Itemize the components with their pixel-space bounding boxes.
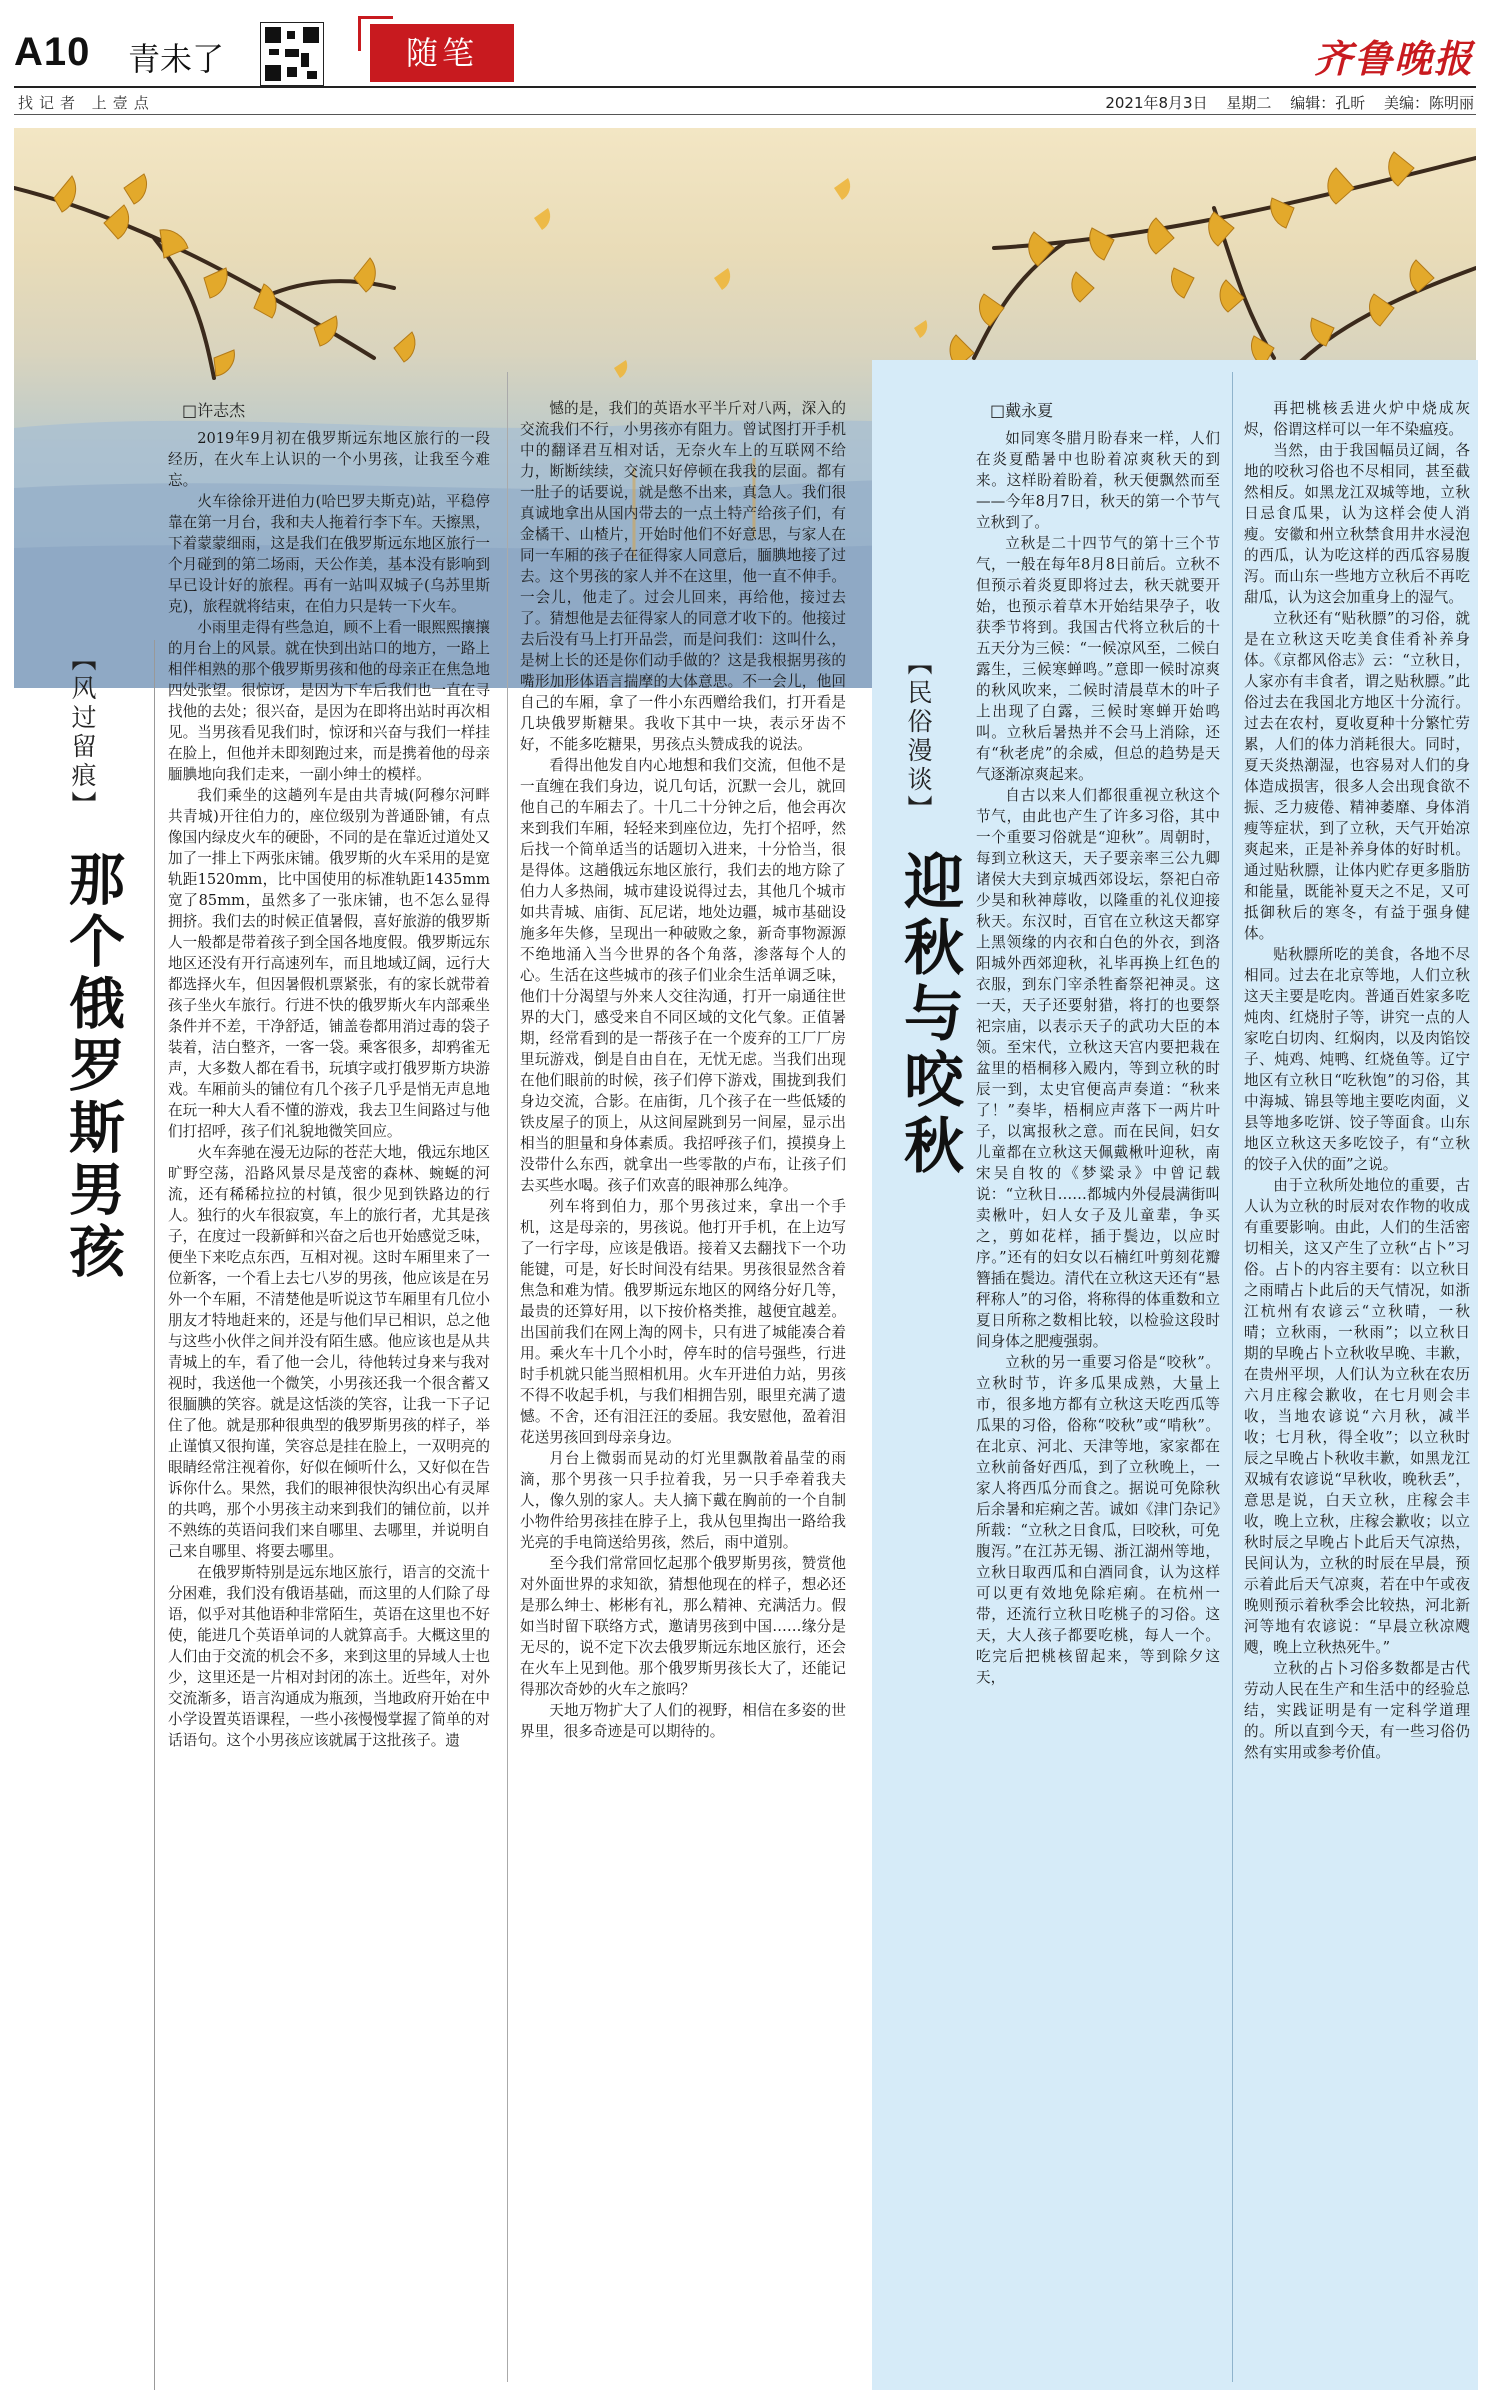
page-number: A10 — [14, 30, 91, 74]
body-paragraph: 当然，由于我国幅员辽阔，各地的咬秋习俗也不尽相同，甚至截然相反。如黑龙江双城等地，立秋日忌食瓜果，认为这样会使人消瘦。安徽和州立秋禁食用井水浸泡的西瓜，认为吃这样的西瓜容易腹泻。而山东一些地方立秋后不再吃甜瓜，认为这会加重身上的湿气。 — [1244, 442, 1470, 606]
body-paragraph: 贴秋膘所吃的美食，各地不尽相同。过去在北京等地，人们立秋这天主要是吃肉。普通百姓家多吃炖肉、红烧肘子等，讲究一点的人家吃白切肉、红焖肉，以及肉馅饺子、炖鸡、炖鸭、红烧鱼等。辽宁地区有立秋日“吃秋饱”的习俗，其中海城、锦县等地主要吃肉面，义县等地多吃饼、饺子等面食。山东地区立秋这天多吃饺子，有“立秋的饺子入伏的面”之说。 — [1244, 946, 1470, 1173]
header-subrule — [14, 114, 1476, 115]
article1-column-2 — [520, 398, 846, 2378]
column-divider — [507, 372, 508, 2382]
section-name: 青未了 — [128, 40, 225, 78]
body-paragraph: 自古以来人们都很重视立秋这个节气，由此也产生了许多习俗，其中一个重要习俗就是“迎秋”。周朝时，每到立秋这天，天子要亲率三公九卿诸侯大夫到京城西郊设坛，祭祀白帝少昊和秋神蓐收，以隆重的礼仪迎接秋天。东汉时，百官在立秋这天都穿上黑领缘的内衣和白色的外衣，到洛阳城外西郊迎秋，礼毕再换上红色的衣服，到东门宰杀牲畜祭祀神灵。这一天，天子还要射猎，将打的也要祭祀宗庙，以表示天子的武功大臣的本领。至宋代，立秋这天宫内要把栽在盆里的梧桐移入殿内，等到立秋的时辰一到，太史官便高声奏道：“秋来了！”奏毕，梧桐应声落下一两片叶子，以寓报秋之意。而在民间，妇女儿童都在立秋这天佩戴楸叶迎秋，南宋吴自牧的《梦粱录》中曾记载说：“立秋日……都城内外侵晨满街叫卖楸叶，妇人女子及儿童辈，争买之，剪如花样，插于鬓边，以应时序。”还有的妇女以石楠红叶剪刻花瓣簪插在鬓边。清代在立秋这天还有“悬秤称人”的习俗，将称得的体重数和立夏日所称之数相比较，以检验这段时间身体之肥瘦强弱。 — [976, 787, 1220, 1350]
qr-code-icon[interactable] — [260, 22, 324, 86]
article1-column-1 — [168, 428, 490, 2378]
article1-title: 那个俄罗斯男孩 — [60, 850, 125, 1284]
body-paragraph: 我们乘坐的这趟列车是由共青城(阿穆尔河畔共青城)开往伯力的，座位级别为普通卧铺，有点像国内绿皮火车的硬卧，不同的是在靠近过道处又加了一排上下两张床铺。俄罗斯的火车采用的是宽轨距1520mm，比中国使用的标准轨距1435mm宽了85mm，虽然多了一张床铺，也不怎么显得拥挤。我们去的时候正值暑假，喜好旅游的俄罗斯人一般都是带着孩子到全国各地度假。俄罗斯远东地区还没有开行高速列车，而且地域辽阔，远行大都选择火车，但因暑假机票紧张，有的家长就带着孩子坐火车旅行。行进不快的俄罗斯火车内部乘坐条件并不差，干净舒适，铺盖卷都用消过毒的袋子装着，洁白整齐，一客一袋。乘客很多，却鸦雀无声，大多数人都在看书，玩填字或打俄罗斯方块游戏。车厢前头的铺位有几个孩子几乎是悄无声息地在玩一种大人看不懂的游戏，我去卫生间路过与他们打招呼，孩子们礼貌地微笑回应。 — [168, 787, 490, 1140]
body-paragraph: 立秋的占卜习俗多数都是古代劳动人民在生产和生活中的经验总结，实践证明是有一定科学道理的。所以直到今天，有一些习俗仍然有实用或参考价值。 — [1244, 1660, 1470, 1761]
issue-meta — [1091, 92, 1474, 113]
body-paragraph: 如同寒冬腊月盼春来一样，人们在炎夏酷暑中也盼着凉爽秋天的到来。这样盼着盼着，秋天便飘然而至——今年8月7日，秋天的第一个节气立秋到了。 — [976, 430, 1220, 531]
article1-author: □许志杰 — [182, 401, 246, 420]
article2-column-2 — [1244, 398, 1470, 2378]
body-paragraph: 至今我们常常回忆起那个俄罗斯男孩，赞赏他对外面世界的求知欲，猜想他现在的样子，想必还是那么绅士、彬彬有礼，那么精神、充满活力。假如当时留下联络方式，邀请男孩到中国……缘分是无尽的，说不定下次去俄罗斯远东地区旅行，还会在火车上见到他。那个俄罗斯男孩长大了，还能记得那次奇妙的火车之旅吗？ — [520, 1555, 846, 1698]
body-paragraph: 在俄罗斯特别是远东地区旅行，语言的交流十分困难，我们没有俄语基础，而这里的人们除了母语，似乎对其他语种非常陌生，英语在这里也不好使，能进几个英语单词的人就算高手。大概这里的人们由于交流的机会不多，来到这里的异域人士也少，这里还是一片相对封闭的冻土。近些年，对外交流渐多，语言沟通成为瓶颈，当地政府开始在中小学设置英语课程，一些小孩慢慢掌握了简单的对话语句。这个小男孩应该就属于这批孩子。遗 — [168, 1564, 490, 1749]
body-paragraph: 由于立秋所处地位的重要，古人认为立秋的时辰对农作物的收成有重要影响。由此，人们的生活密切相关，这又产生了立秋“占卜”习俗。占卜的内容主要有：以立秋日之雨晴占卜此后的天气情况，如浙江杭州有农谚云“立秋晴，一秋晴；立秋雨，一秋雨”；以立秋日期的早晚占卜立秋收早晚、丰歉，在贵州平坝，人们认为立秋在农历六月庄稼会歉收，在七月则会丰收，当地农谚说“六月秋，减半收；七月秋，得全收”；以立秋时辰之早晚占卜秋收丰歉，如黑龙江双城有农谚说“早秋收，晚秋丢”，意思是说，白天立秋，庄稼会丰收，晚上立秋，庄稼会歉收；以立秋时辰之早晚占卜此后天气凉热，民间认为，立秋的时辰在早晨，预示着此后天气凉爽，若在中午或夜晚则预示着秋季会比较热，河北新河等地有农谚说：“早晨立秋凉飕飕，晚上立秋热死牛。” — [1244, 1177, 1470, 1656]
issue-weekday: 星期二 — [1226, 94, 1272, 112]
newspaper-logo: 齐鲁晚报 — [1314, 36, 1475, 81]
body-paragraph: 立秋是二十四节气的第十三个节气，一般在每年8月8日前后。立秋不但预示着炎夏即将过去，秋天就要开始，也预示着草木开始结果孕子，收获季节将到。我国古代将立秋后的十五天分为三候：“一候凉风至，二候白露生，三候寒蝉鸣。”意即一候时凉爽的秋风吹来，二候时清晨草木的叶子上出现了白露，三候时寒蝉开始鸣叫。立秋后暑热并不会马上消除，还有“秋老虎”的余威，但总的趋势是天气逐渐凉爽起来。 — [976, 535, 1220, 783]
body-paragraph: 立秋的另一重要习俗是“咬秋”。立秋时节，许多瓜果成熟，大量上市，很多地方都有立秋这天吃西瓜等瓜果的习俗，俗称“咬秋”或“啃秋”。在北京、河北、天津等地，家家都在立秋前备好西瓜，到了立秋晚上，一家人将西瓜分而食之。据说可免除秋后余暑和疟痢之苦。诚如《津门杂记》所载：“立秋之日食瓜，曰咬秋，可免腹泻。”在江苏无锡、浙江湖州等地，立秋日取西瓜和白酒同食，认为这样可以更有效地免除疟痢。在杭州一带，还流行立秋日吃桃子的习俗。这天，大人孩子都要吃桃，每人一个。吃完后把桃核留起来，等到除夕这天， — [976, 1354, 1220, 1686]
body-paragraph: 列车将到伯力，那个男孩过来，拿出一个手机，这是母亲的，男孩说。他打开手机，在上边写了一行字母，应该是俄语。接着又去翻找下一个功能键，可是，好长时间没有结果。男孩很显然含着焦急和难为情。俄罗斯远东地区的网络分好几等，最贵的还算好用，以下按价格类推，越便宜越差。出国前我们在网上淘的网卡，只有进了城能凑合着用。乘火车十几个小时，停车时的信号强些，行进时手机就只能当照相机用。火车开进伯力站，男孩不得不收起手机，与我们相拥告别，眼里充满了遗憾。不舍，还有泪汪汪的委屈。我安慰他，盈着泪花送男孩回到母亲身边。 — [520, 1198, 846, 1446]
body-paragraph: 2019年9月初在俄罗斯远东地区旅行的一段经历，在火车上认识的一个小男孩，让我至今难忘。 — [168, 430, 490, 489]
body-paragraph: 看得出他发自内心地想和我们交流，但他不是一直缠在我们身边，说几句话，沉默一会儿，就回他自己的车厢去了。十几二十分钟之后，他会再次来到我们车厢，轻轻来到座位边，先打个招呼，然后找一个简单适当的话题切入进来，十分恰当，很是得体。这趟俄远东地区旅行，我们去的地方除了伯力人多热闹，城市建设说得过去，其他几个城市如共青城、庙街、瓦尼诺，地处边疆，城市基础设施多年失修，呈现出一种破败之象，新奇事物源源不绝地涌入当今世界的各个角落，渗落每个人的心。生活在这些城市的孩子们业余生活单调乏味，他们十分渴望与外来人交往沟通，打开一扇通往世界的大门，感受来自不同区域的文化气象。正值暑期，经常看到的是一帮孩子在一个废弃的工厂厂房里玩游戏，倒是自由自在，无忧无虑。当我们出现在他们眼前的时候，孩子们停下游戏，围拢到我们身边交流，合影。在庙街，几个孩子在一些低矮的铁皮屋子的顶上，从这间屋跳到另一间屋，显示出相当的胆量和身体素质。我招呼孩子们，摸摸身上没带什么东西，就拿出一些零散的卢布，让孩子们去买些水喝。孩子们欢喜的眼神那么纯净。 — [520, 757, 846, 1194]
article2-title: 迎秋与咬秋 — [894, 850, 964, 1180]
article2-column-label: 【民俗漫谈】 — [904, 650, 933, 824]
body-paragraph: 憾的是，我们的英语水平半斤对八两，深入的交流我们不行，小男孩亦有阻力。曾试图打开手机中的翻译君互相对话，无奈火车上的互联网不给力，断断续续，交流只好停顿在我我的层面。都有一肚子的话要说，就是憋不出来，真急人。我们很真诚地拿出从国内带去的一点土特产给孩子们，有金橘干、山楂片，开始时他们不好意思，与家人在同一车厢的孩子在征得家人同意后，腼腆地接了过去。这个男孩的家人并不在这里，他一直不伸手。一会儿，他走了。过会儿回来，再给他，接过去了。猜想他是去征得家人的同意才收下的。他接过去后没有马上打开品尝，而是问我们：这叫什么，是树上长的还是你们动手做的？这是我根据男孩的嘴形加形体语言揣摩的大体意思。不一会儿，他回自己的车厢，拿了一件小东西赠给我们，打开看是几块俄罗斯糖果。我收下其中一块，表示牙齿不好，不能多吃糖果，男孩点头赞成我的说法。 — [520, 400, 846, 753]
body-paragraph: 火车奔驰在漫无边际的苍茫大地，俄远东地区旷野空荡，沿路风景尽是茂密的森林、蜿蜒的河流，还有稀稀拉拉的村镇，很少见到铁路边的行人。独行的火车很寂寞，车上的旅行者，尤其是孩子，在度过一段新鲜和兴奋之后也开始感觉乏味，便坐下来吃点东西，互相对视。这时车厢里来了一位新客，一个看上去七八岁的男孩，他应该是在另外一个车厢，不清楚他是听说这节车厢里有几位小朋友才特地赶来的，还是与他们早已相识，总之他与这些小伙伴之间并没有陌生感。他应该也是从共青城上的车，看了他一会儿，待他转过身来与我对视时，我送他一个微笑，小男孩还我一个很含蓄又很腼腆的笑容。就是这恬淡的笑容，让我一下子记住了他。就是那种很典型的俄罗斯男孩的样子，举止谨慎又很拘谨，笑容总是挂在脸上，一双明亮的眼睛经常注视着你，好似在倾听什么，又好似在告诉你什么。果然，我们的眼神很快沟织出心有灵犀的共鸣，那个小男孩主动来到我们的铺位前，以并不熟练的英语问我们来自哪里、去哪里，并说明自己来自哪里、将要去哪里。 — [168, 1144, 490, 1560]
article2-author: □戴永夏 — [990, 401, 1054, 420]
body-paragraph: 再把桃核丢进火炉中烧成灰烬，俗谓这样可以一年不染瘟疫。 — [1244, 400, 1470, 438]
body-paragraph: 火车徐徐开进伯力(哈巴罗夫斯克)站，平稳停靠在第一月台，我和夫人拖着行李下车。天擦黑，下着蒙蒙细雨，这是我们在俄罗斯远东地区旅行一个月碰到的第二场雨，天公作美，基本没有影响到早已设计好的旅程。再有一站叫双城子(乌苏里斯克)，旅程就将结束，在伯力只是转一下火车。 — [168, 493, 490, 615]
slogan: 找记者 上壹点 — [18, 94, 155, 112]
column-divider — [1232, 372, 1233, 2382]
issue-date: 2021年8月3日 — [1105, 94, 1208, 112]
body-paragraph: 小雨里走得有些急迫，顾不上看一眼熙熙攘攘的月台上的风景。就在快到出站口的地方，一路上相伴相熟的那个俄罗斯男孩和他的母亲正在焦急地四处张望。很惊讶，是因为下车后我们也一直在寻找他的去处；很兴奋，是因为在即将出站时再次相见。当男孩看见我们时，惊讶和兴奋与我们一样挂在脸上，但他并未即刻跑过来，而是携着他的母亲腼腆地向我们走来，一副小绅士的模样。 — [168, 619, 490, 783]
body-paragraph: 月台上微弱而晃动的灯光里飘散着晶莹的雨滴，那个男孩一只手拉着我，另一只手牵着我夫人，像久别的家人。夫人摘下戴在胸前的一个自制小物件给男孩挂在脖子上，我从包里掏出一路给我光亮的手电筒送给男孩，然后，雨中道别。 — [520, 1450, 846, 1551]
article2-column-1 — [976, 428, 1220, 2378]
editor-credit: 编辑：孔昕 — [1290, 94, 1366, 112]
article1-column-label: 【风过留痕】 — [68, 646, 97, 820]
header-rule — [14, 86, 1476, 88]
column-tag: 随笔 — [370, 24, 514, 82]
body-paragraph: 天地万物扩大了人们的视野，相信在多姿的世界里，很多奇迹是可以期待的。 — [520, 1702, 846, 1740]
body-paragraph: 立秋还有“贴秋膘”的习俗，就是在立秋这天吃美食佳肴补养身体。《京都风俗志》云：“立秋日，人家亦有丰食者，谓之贴秋膘。”此俗过去在我国北方地区十分流行。过去在农村，夏收夏种十分繁忙劳累，人们的体力消耗很大。同时，夏天炎热潮湿，也容易对人们的身体造成损害，很多人会出现食欲不振、乏力疲倦、精神萎靡、身体消瘦等症状，到了立秋，天气开始凉爽起来，正是补养身体的好时机。通过贴秋膘，让体内贮存更多脂肪和能量，既能补夏天之不足，又可抵御秋后的寒冬，有益于强身健体。 — [1244, 610, 1470, 942]
column-divider — [154, 640, 155, 2390]
designer-credit: 美编：陈明丽 — [1383, 94, 1474, 112]
